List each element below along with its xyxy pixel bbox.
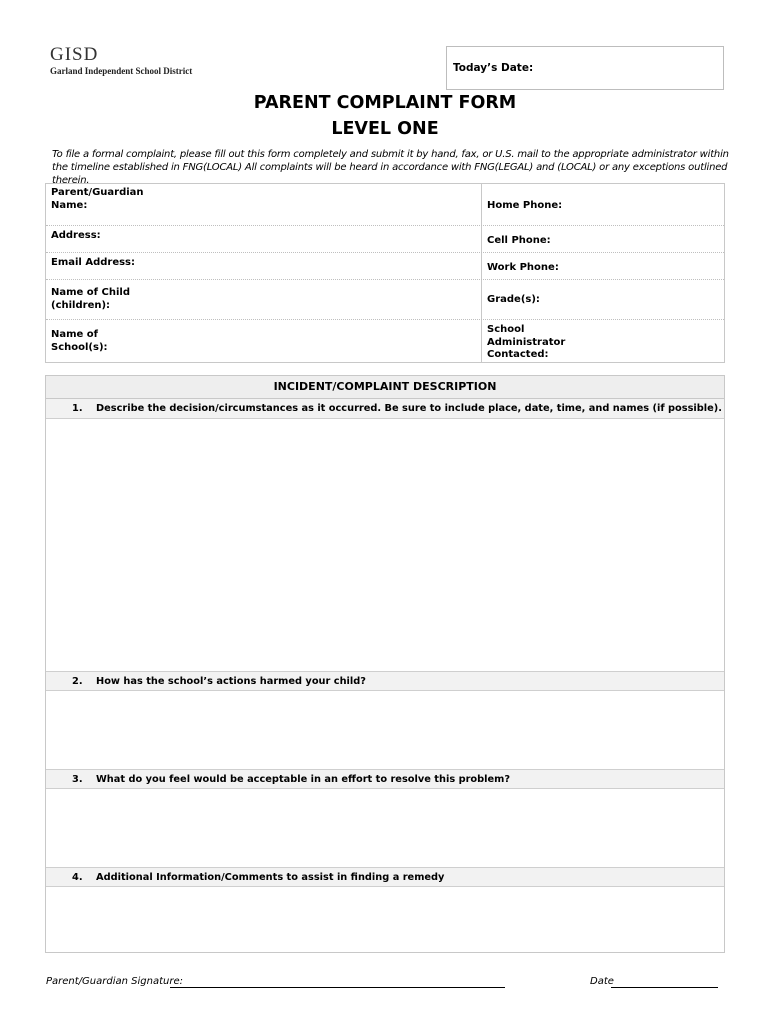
info-row-name bbox=[46, 184, 724, 226]
admin-label: School bbox=[487, 324, 525, 335]
work-phone-field[interactable] bbox=[482, 253, 724, 279]
parent-name-label-2: Name: bbox=[51, 199, 88, 211]
info-row-address bbox=[46, 226, 724, 253]
cell-phone-label: Cell Phone: bbox=[487, 235, 551, 246]
incident-heading: INCIDENT/COMPLAINT DESCRIPTION bbox=[46, 376, 724, 399]
question-3 bbox=[46, 769, 724, 789]
answer-1-area[interactable] bbox=[46, 419, 724, 671]
question-1-number: 1. bbox=[72, 403, 83, 414]
work-phone-label: Work Phone: bbox=[487, 262, 559, 273]
parent-name-field[interactable] bbox=[46, 184, 482, 225]
parent-name-label: Parent/Guardian bbox=[51, 187, 144, 198]
school-name-label: Name of bbox=[51, 329, 99, 340]
answer-2-area[interactable] bbox=[46, 691, 724, 769]
address-field[interactable] bbox=[46, 226, 482, 252]
admin-label-3: Contacted: bbox=[487, 349, 549, 360]
admin-label-2: Administrator bbox=[487, 336, 566, 348]
signature-date-line[interactable] bbox=[611, 987, 718, 988]
question-2-number: 2. bbox=[72, 676, 83, 687]
question-4 bbox=[46, 867, 724, 887]
district-name: Garland Independent School District bbox=[50, 66, 193, 76]
home-phone-label: Home Phone: bbox=[487, 200, 563, 211]
signature-line[interactable] bbox=[170, 987, 505, 988]
info-row-child bbox=[46, 280, 724, 320]
grades-label: Grade(s): bbox=[487, 294, 540, 305]
cell-phone-field[interactable] bbox=[482, 226, 724, 252]
question-1 bbox=[46, 399, 724, 419]
signature-label: Parent/Guardian Signature: bbox=[46, 976, 183, 987]
question-3-text: What do you feel would be acceptable in an effort to resolve this problem? bbox=[96, 774, 511, 785]
form-subtitle: LEVEL ONE bbox=[331, 119, 439, 139]
school-name-field[interactable] bbox=[46, 320, 482, 362]
instructions-text: To file a formal complaint, please fill out this form completely and submit it by hand, fax, or U.S. mail to the appropriate administrator within the timeline established in FNG(LOCAL) All complaints will be heard in accordance with FNG(LEGAL) and (LOCAL) or any exceptions outlined therein. bbox=[52, 149, 729, 186]
child-name-field[interactable] bbox=[46, 280, 482, 319]
grades-field[interactable] bbox=[482, 280, 724, 319]
logo-text: GISD bbox=[50, 44, 99, 65]
answer-4-area[interactable] bbox=[46, 887, 724, 947]
child-name-label: Name of Child bbox=[51, 287, 130, 298]
email-label: Email Address: bbox=[51, 257, 136, 268]
todays-date-field[interactable] bbox=[446, 46, 724, 90]
home-phone-field[interactable] bbox=[482, 184, 724, 225]
incident-description-section bbox=[45, 375, 725, 953]
administrator-contacted-field[interactable] bbox=[482, 320, 724, 362]
question-4-number: 4. bbox=[72, 872, 83, 883]
question-2 bbox=[46, 671, 724, 691]
todays-date-label: Today’s Date: bbox=[453, 62, 534, 74]
child-name-label-2: (children): bbox=[51, 299, 111, 311]
form-title: PARENT COMPLAINT FORM bbox=[253, 93, 517, 113]
question-3-number: 3. bbox=[72, 774, 83, 785]
school-name-label-2: School(s): bbox=[51, 341, 108, 353]
logo-mark bbox=[50, 46, 192, 64]
info-row-email bbox=[46, 253, 724, 280]
question-1-text: Describe the decision/circumstances as it occurred. Be sure to include place, date, time, and names (if possible). bbox=[96, 403, 722, 414]
email-field[interactable] bbox=[46, 253, 482, 279]
info-row-school bbox=[46, 320, 724, 362]
signature-date-label: Date bbox=[590, 976, 614, 987]
address-label: Address: bbox=[51, 230, 101, 241]
question-2-text: How has the school’s actions harmed your child? bbox=[96, 676, 366, 687]
district-logo bbox=[50, 46, 192, 76]
contact-info-table bbox=[45, 183, 725, 363]
question-4-text: Additional Information/Comments to assist in finding a remedy bbox=[96, 872, 445, 883]
answer-3-area[interactable] bbox=[46, 789, 724, 867]
